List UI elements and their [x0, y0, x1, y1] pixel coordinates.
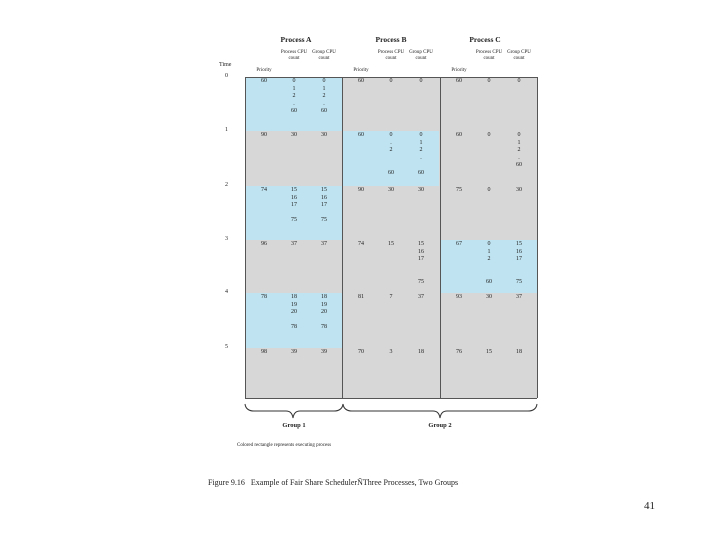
group-1-label: Group 1 [282, 422, 306, 429]
process-a-title: Process A [280, 35, 312, 44]
cell-value: 70 [358, 349, 364, 355]
time-tick: 0 [225, 73, 228, 79]
cell-value: 18 19 20 78 [291, 294, 297, 331]
time-tick: 3 [225, 236, 228, 242]
priority-header: Priority [451, 68, 467, 73]
cell-value: 0 . 2 60 [388, 132, 394, 176]
group-cpu-header: Group CPU count [312, 50, 336, 62]
cell-value: 15 16 17 75 [291, 187, 297, 224]
cell-value: 60 [358, 78, 364, 84]
cell-value: 18 [418, 349, 424, 355]
cell-value: 98 [261, 349, 267, 355]
cell-value: 7 [389, 294, 393, 300]
cell-value: 75 [456, 187, 462, 193]
cell-value: 15 16 17 75 [516, 241, 522, 285]
cell-value: 0 [487, 78, 491, 84]
page-number: 41 [644, 500, 655, 512]
cell-value: 0 1 2 . 60 [291, 78, 297, 115]
priority-header: Priority [353, 68, 369, 73]
cell-value: 30 [321, 132, 327, 138]
cell-value: 15 [388, 241, 394, 247]
cell-value: 0 [389, 78, 393, 84]
cell-value: 15 [486, 349, 492, 355]
cell-value: 0 [517, 78, 521, 84]
cell-value: 60 [456, 78, 462, 84]
cell-value: 30 [291, 132, 297, 138]
cell-value: 90 [261, 132, 267, 138]
process-b-title: Process B [375, 35, 407, 44]
process-cpu-header: Process CPU count [377, 50, 405, 62]
grid-hline [245, 398, 537, 399]
process-cpu-header: Process CPU count [475, 50, 503, 62]
time-tick: 2 [225, 182, 228, 188]
cell-value: 30 [516, 187, 522, 193]
cell-value: 15 16 17 75 [418, 241, 424, 285]
cell-value: 39 [291, 349, 297, 355]
cell-value: 30 [486, 294, 492, 300]
cell-value: 74 [261, 187, 267, 193]
group-1-brace [245, 404, 343, 418]
grid-vline [342, 77, 343, 398]
cell-value: 74 [358, 241, 364, 247]
group-cpu-header: Group CPU count [507, 50, 531, 62]
cell-value: 60 [358, 132, 364, 138]
cell-value: 37 [516, 294, 522, 300]
time-tick: 1 [225, 127, 228, 133]
cell-value: 60 [456, 132, 462, 138]
cell-value: 96 [261, 241, 267, 247]
grid-vline [245, 77, 246, 398]
cell-value: 0 [487, 187, 491, 193]
cell-value: 18 [516, 349, 522, 355]
cell-value: 78 [261, 294, 267, 300]
cell-value: 37 [291, 241, 297, 247]
cell-value: 60 [261, 78, 267, 84]
cell-value: 0 1 2 . 60 [516, 132, 522, 169]
cell-value: 81 [358, 294, 364, 300]
cell-value: 3 [389, 349, 393, 355]
cell-value: 93 [456, 294, 462, 300]
figure-caption: Figure 9.16 Example of Fair Share SchedulerÑThree Processes, Two Groups [208, 478, 459, 487]
cell-value: 0 [487, 132, 491, 138]
time-tick: 4 [225, 289, 228, 295]
cell-value: 0 1 2 60 [486, 241, 492, 285]
group-2-label: Group 2 [428, 422, 452, 429]
time-axis-label: Time [219, 62, 232, 68]
cell-value: 30 [418, 187, 424, 193]
grid-vline [440, 77, 441, 398]
cell-value: 0 1 2 . 60 [418, 132, 424, 176]
cell-value: 0 [419, 78, 423, 84]
group-cpu-header: Group CPU count [409, 50, 433, 62]
cell-value: 18 19 20 78 [321, 294, 327, 331]
time-tick: 5 [225, 344, 228, 350]
cell-value: 0 1 2 . 60 [321, 78, 327, 115]
group-2-brace [343, 404, 537, 418]
process-cpu-header: Process CPU count [280, 50, 308, 62]
grid-vline [537, 77, 538, 398]
cell-value: 37 [418, 294, 424, 300]
cell-value: 15 16 17 75 [321, 187, 327, 224]
legend-note: Colored rectangle represents executing process [237, 443, 332, 448]
cell-value: 67 [456, 241, 462, 247]
cell-value: 90 [358, 187, 364, 193]
priority-header: Priority [256, 68, 272, 73]
cell-value: 39 [321, 349, 327, 355]
cell-value: 30 [388, 187, 394, 193]
cell-value: 76 [456, 349, 462, 355]
cell-value: 37 [321, 241, 327, 247]
process-c-title: Process C [469, 35, 501, 44]
